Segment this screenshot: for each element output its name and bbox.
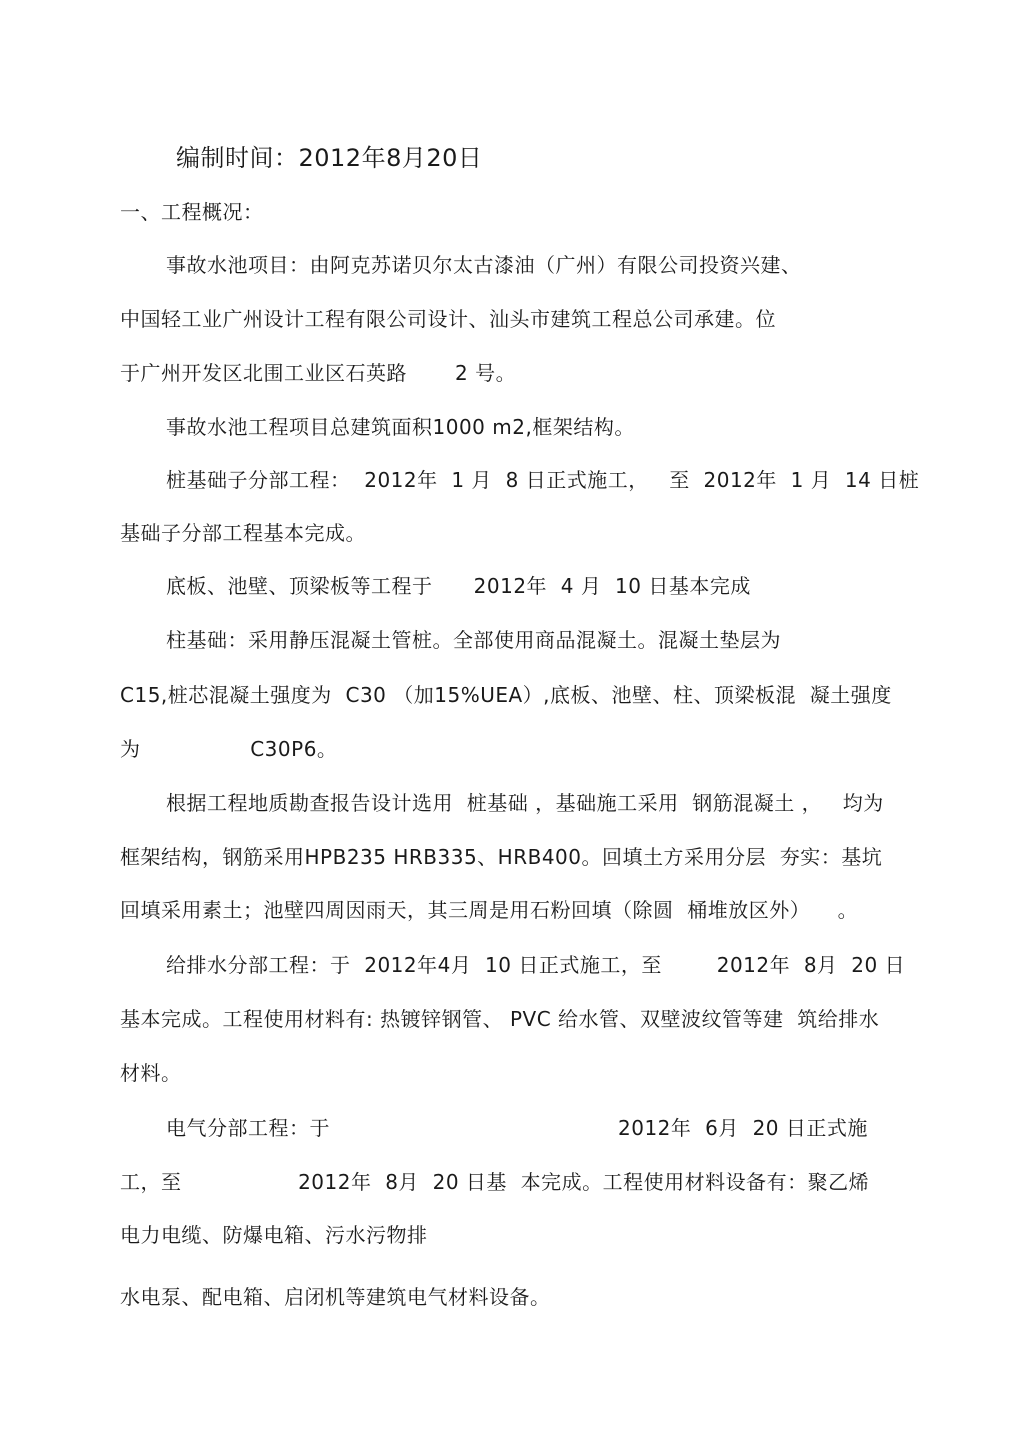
paragraph-line: 为 C30P6。 [120, 737, 338, 761]
paragraph-line: 工，至 2012年 8月 20 日基 本完成。工程使用材料设备有：聚乙烯 [120, 1170, 870, 1194]
paragraph-line: 事故水池工程项目总建筑面积1000 m2,框架结构。 [166, 415, 635, 439]
paragraph-line: 回填采用素土；池壁四周因雨天，其三周是用石粉回填（除圆 桶堆放区外） 。 [120, 898, 859, 922]
paragraph-line: 根据工程地质勘查报告设计选用 桩基础 ，基础施工采用 钢筋混凝土 ， 均为 [166, 791, 884, 815]
section-heading: 一、工程概况： [120, 200, 264, 224]
paragraph-line: 框架结构，钢筋采用HPB235 HRB335、HRB400。回填土方采用分层 夯实：基坑 [120, 845, 883, 869]
paragraph-line: 电力电缆、防爆电箱、污水污物排 [120, 1223, 428, 1247]
paragraph-line: 中国轻工业广州设计工程有限公司设计、汕头市建筑工程总公司承建。位 [120, 307, 776, 331]
paragraph-line: 给排水分部工程：于 2012年4月 10 日正式施工，至 2012年 8月 20 日 [166, 953, 906, 977]
document-date: 编制时间：2012年8月20日 [176, 144, 483, 172]
paragraph-line: 底板、池壁、顶梁板等工程于 2012年 4 月 10 日基本完成 [166, 574, 751, 598]
paragraph-line: 事故水池项目：由阿克苏诺贝尔太古漆油（广州）有限公司投资兴建、 [166, 253, 802, 277]
paragraph-line: 基础子分部工程基本完成。 [120, 521, 366, 545]
paragraph-line: 于广州开发区北围工业区石英路 2 号。 [120, 361, 517, 385]
paragraph-line: 电气分部工程：于 2012年 6月 20 日正式施 [166, 1116, 868, 1140]
paragraph-line: 基本完成。工程使用材料有: 热镀锌钢管、 PVC 给水管、双壁波纹管等建 筑给排水 [120, 1007, 880, 1031]
paragraph-line: 水电泵、配电箱、启闭机等建筑电气材料设备。 [120, 1285, 551, 1309]
paragraph-line: 桩基础子分部工程： 2012年 1 月 8 日正式施工， 至 2012年 1 月 14 日桩 [166, 468, 920, 492]
paragraph-line: C15,桩芯混凝土强度为 C30 （加15%UEA）,底板、池壁、柱、顶梁板混 凝土强度 [120, 683, 892, 707]
paragraph-line: 材料。 [120, 1061, 182, 1085]
paragraph-line: 柱基础：采用静压混凝土管桩。全部使用商品混凝土。混凝土垫层为 [166, 628, 781, 652]
